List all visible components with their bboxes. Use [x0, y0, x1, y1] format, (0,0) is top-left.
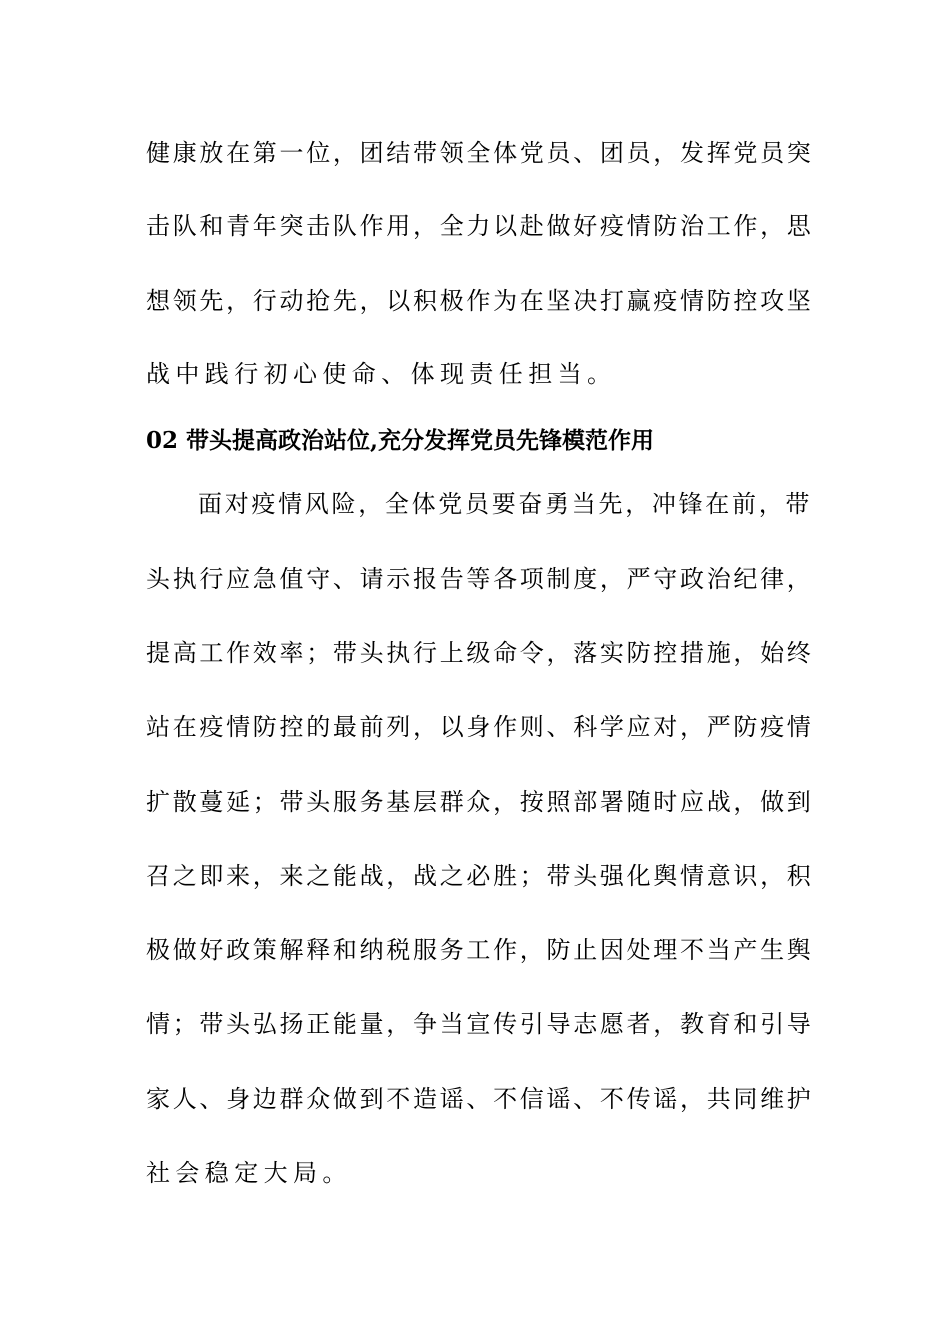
paragraph-2-line-2: 头执行应急值守、请示报告等各项制度，严守政治纪律，: [146, 565, 814, 593]
paragraph-1-line-4: 战中践行初心使命、体现责任担当。: [146, 360, 617, 388]
paragraph-1-line-3: 想领先，行动抢先，以积极作为在坚决打赢疫情防控攻坚: [146, 287, 814, 315]
paragraph-2-line-3: 提高工作效率；带头执行上级命令，落实防控措施，始终: [146, 639, 814, 667]
paragraph-2-line-1: 面对疫情风险，全体党员要奋勇当先，冲锋在前，带: [198, 490, 813, 518]
paragraph-2-line-5: 扩散蔓延；带头服务基层群众，按照部署随时应战，做到: [146, 788, 814, 816]
paragraph-2-line-10: 社会稳定大局。: [146, 1159, 352, 1187]
paragraph-1-line-1: 健康放在第一位，团结带领全体党员、团员，发挥党员突: [146, 139, 814, 167]
paragraph-2-line-4: 站在疫情防控的最前列，以身作则、科学应对，严防疫情: [146, 713, 814, 741]
paragraph-1-line-2: 击队和青年突击队作用，全力以赴做好疫情防治工作，思: [146, 212, 814, 240]
paragraph-2-line-9: 家人、身边群众做到不造谣、不信谣、不传谣，共同维护: [146, 1085, 814, 1113]
paragraph-2-line-6: 召之即来，来之能战，战之必胜；带头强化舆情意识，积: [146, 862, 814, 890]
paragraph-2-line-8: 情；带头弘扬正能量，争当宣传引导志愿者，教育和引导: [146, 1010, 814, 1038]
section-heading: 02 带头提高政治站位,充分发挥党员先锋模范作用: [146, 427, 655, 454]
paragraph-2-line-7: 极做好政策解释和纳税服务工作，防止因处理不当产生舆: [146, 936, 814, 964]
